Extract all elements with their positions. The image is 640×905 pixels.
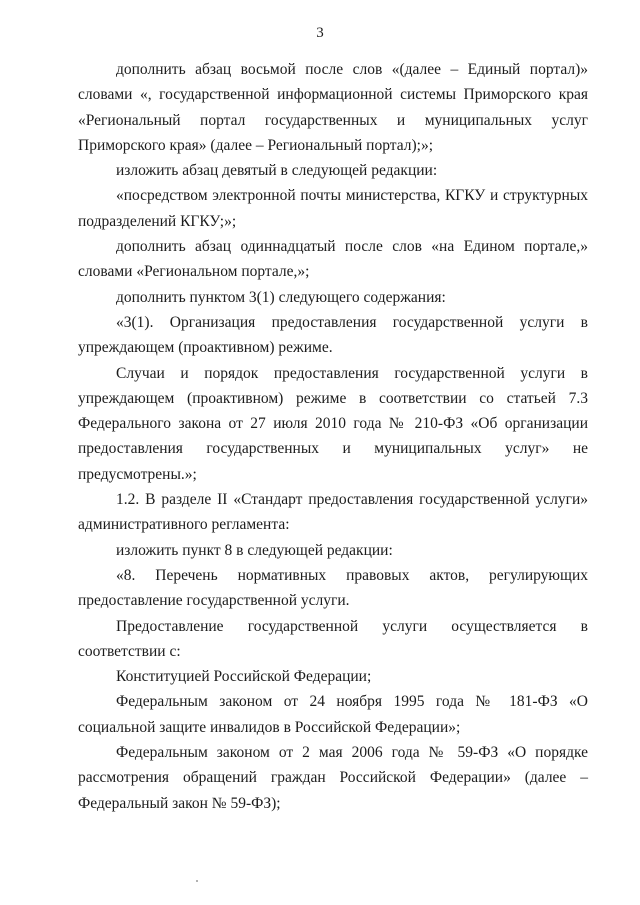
paragraph-1: дополнить абзац восьмой после слов «(далее – Единый портал)» словами «, государственной информационной системы Приморского края «Региональный портал государственных и муниципальных услуг Приморского края» (далее – Региональный портал);»;: [78, 61, 588, 154]
paragraph-10: «8. Перечень нормативных правовых актов, регулирующих предоставление государственной услуги.: [78, 566, 588, 610]
paragraph-12: Конституцией Российской Федерации;: [116, 668, 372, 686]
paragraph-7: Случаи и порядок предоставления государственной услуги в упреждающем (проактивном) режиме в соответствии со статьей 7.3 Федерального закона от 27 июля 2010 года № 210-ФЗ «Об организации предоставления государственных и муниципальных услуг» не предусмотрены.»;: [78, 364, 588, 483]
paragraph-8: 1.2. В разделе II «Стандарт предоставления государственной услуги» административного регламента:: [78, 491, 588, 534]
paragraph-9: изложить пункт 8 в следующей редакции:: [116, 541, 393, 559]
paragraph-5: дополнить пунктом 3(1) следующего содержания:: [116, 288, 446, 306]
paragraph-2: изложить абзац девятый в следующей редакции:: [116, 162, 438, 180]
paragraph-3: «посредством электронной почты министерства, КГКУ и структурных подразделений КГКУ;»;: [78, 187, 588, 230]
document-body: [78, 57, 588, 816]
paragraph-4: дополнить абзац одиннадцатый после слов «на Едином портале,» словами «Региональном портале,»;: [78, 238, 588, 281]
paragraph-11: Предоставление государственной услуги осуществляется в соответствии с:: [78, 617, 588, 660]
paragraph-14: Федеральным законом от 2 мая 2006 года № 59-ФЗ «О порядке рассмотрения обращений граждан Российской Федерации» (далее – Федеральный закон № 59-ФЗ);: [78, 744, 588, 812]
paragraph-13: Федеральным законом от 24 ноября 1995 года № 181-ФЗ «О социальной защите инвалидов в Российской Федерации»;: [78, 693, 588, 736]
page-number: 3: [316, 25, 324, 41]
scan-speck: [196, 880, 198, 882]
paragraph-6: «3(1). Организация предоставления государственной услуги в упреждающем (проактивном) режиме.: [78, 313, 588, 357]
